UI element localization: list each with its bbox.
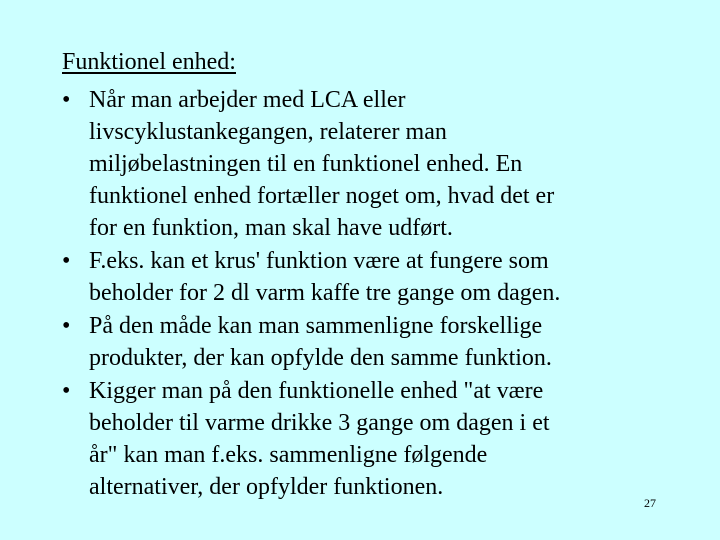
bullet-icon: • xyxy=(62,313,71,339)
bullet-text-line: år" kan man f.eks. sammenligne følgende xyxy=(89,442,488,468)
bullet-text-line: for en funktion, man skal have udført. xyxy=(89,215,453,241)
bullet-text-line: funktionel enhed fortæller noget om, hvad det er xyxy=(89,183,555,209)
bullet-text-line: beholder til varme drikke 3 gange om dagen i et xyxy=(89,410,550,436)
bullet-item xyxy=(62,310,662,374)
bullet-text-line: alternativer, der opfylder funktionen. xyxy=(89,474,444,500)
bullet-item xyxy=(62,375,662,503)
bullet-text-line: beholder for 2 dl varm kaffe tre gange om dagen. xyxy=(89,280,561,306)
page-number: 27 xyxy=(644,496,656,510)
slide-title: Funktionel enhed: xyxy=(62,49,236,75)
bullet-text-line: Kigger man på den funktionelle enhed "at være xyxy=(89,378,544,404)
bullet-text-line: Når man arbejder med LCA eller xyxy=(89,87,406,113)
bullet-item xyxy=(62,84,662,244)
bullet-list xyxy=(62,84,662,504)
bullet-icon: • xyxy=(62,248,71,274)
bullet-text-line: F.eks. kan et krus' funktion være at fungere som xyxy=(89,248,549,274)
bullet-text-line: På den måde kan man sammenligne forskellige xyxy=(89,313,543,339)
bullet-item xyxy=(62,245,662,309)
bullet-text-line: miljøbelastningen til en funktionel enhed. En xyxy=(89,151,523,177)
bullet-icon: • xyxy=(62,87,71,113)
bullet-text-line: livscyklustankegangen, relaterer man xyxy=(89,119,447,145)
bullet-text-line: produkter, der kan opfylde den samme funktion. xyxy=(89,345,552,371)
bullet-icon: • xyxy=(62,378,71,404)
